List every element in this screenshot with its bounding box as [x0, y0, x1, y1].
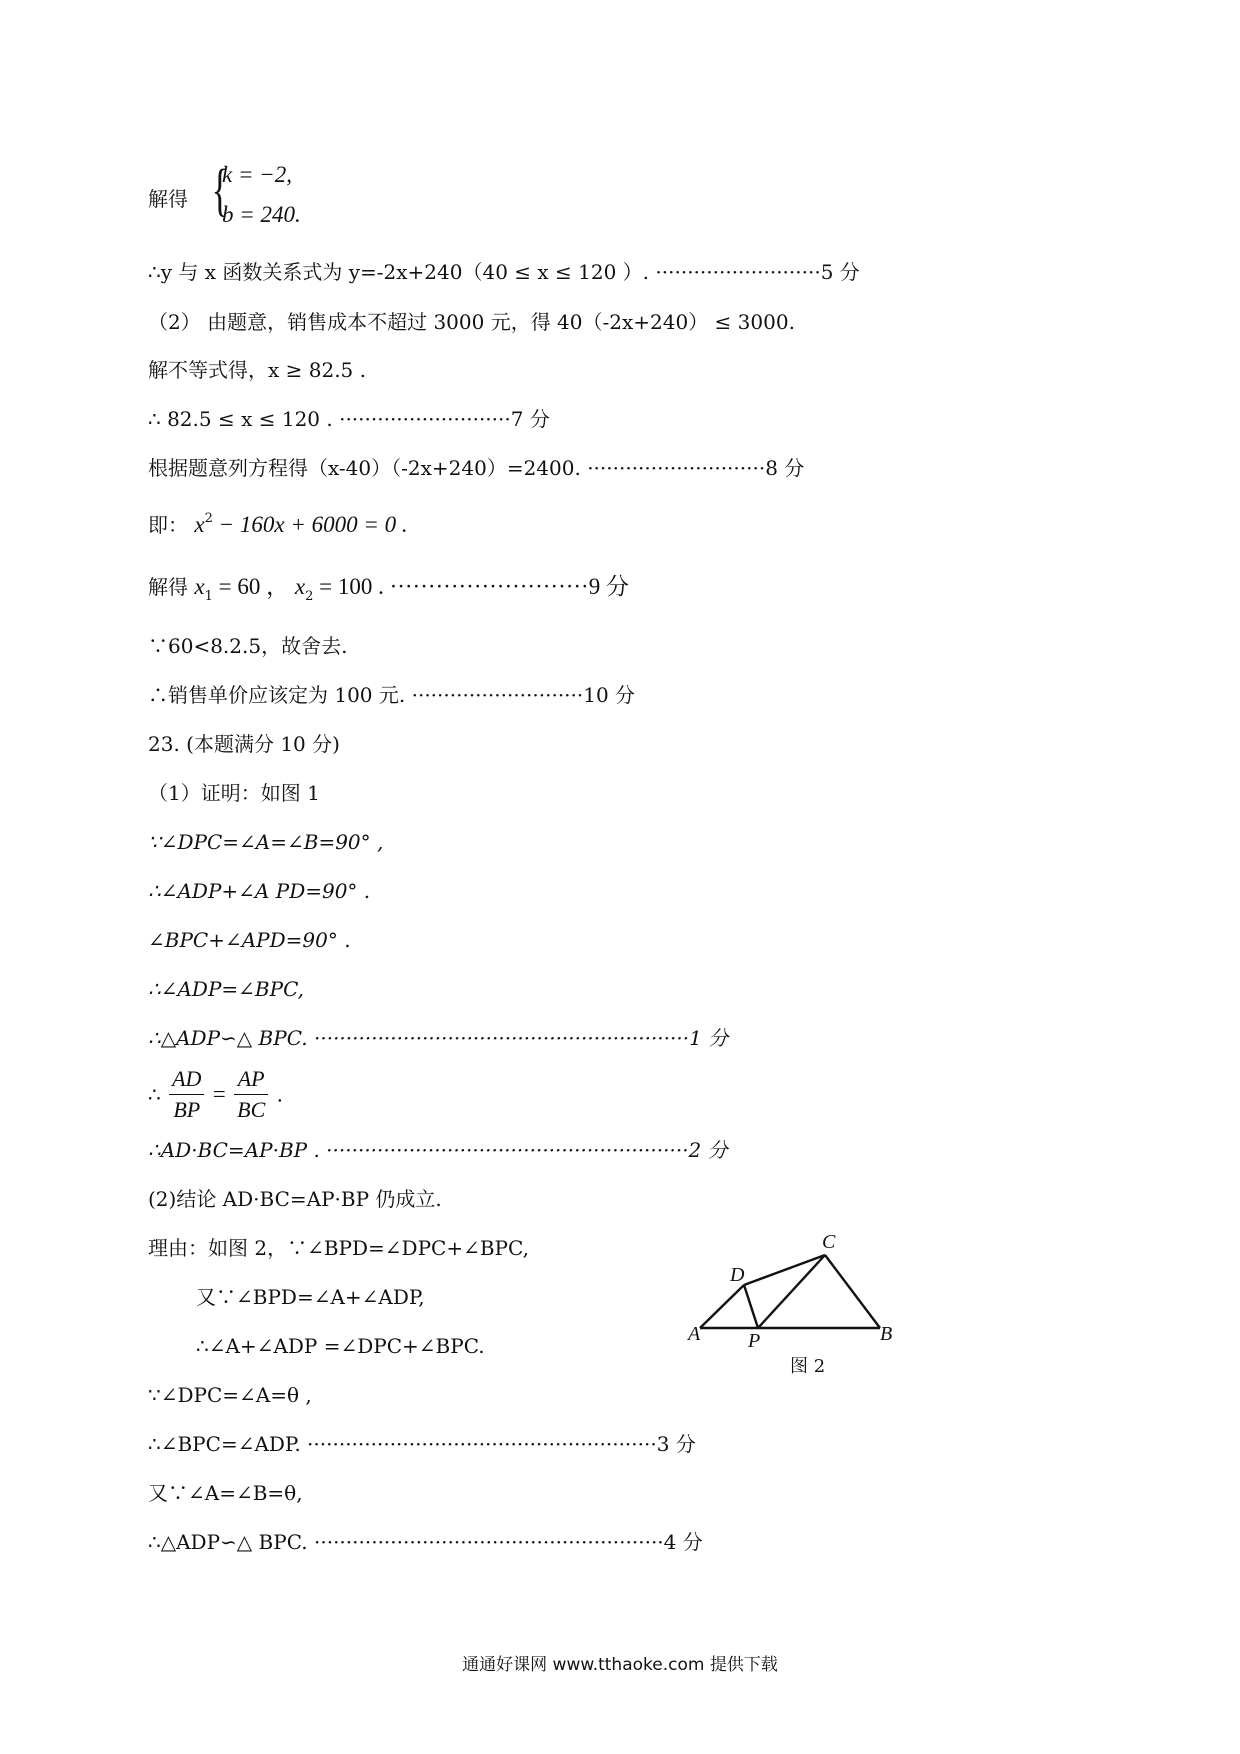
reason-line-2: 又∵∠BPD=∠A+∠ADP,: [196, 1285, 425, 1309]
quadratic-prefix: 即：: [148, 513, 188, 537]
reason-line-4: ∵∠DPC=∠A=θ ,: [148, 1383, 312, 1407]
quadratic-rest: − 160x + 6000 = 0 .: [212, 512, 408, 537]
product-conclusion-line: ∴AD·BC=AP·BP . ·························································2 分: [148, 1138, 728, 1162]
fraction-denominator: BC: [237, 1097, 266, 1122]
fraction-numerator: AP: [234, 1064, 268, 1095]
root-value1: = 60 ，: [212, 574, 295, 599]
fraction-denominator: BP: [173, 1097, 201, 1122]
equation-setup-line: 根据题意列方程得（x-40）（-2x+240）=2400. ····························8 分: [148, 456, 805, 480]
label-d: D: [730, 1264, 745, 1286]
root-sub2: 2: [305, 589, 314, 604]
reason-line-3: ∴∠A+∠ADP =∠DPC+∠BPC.: [196, 1334, 485, 1358]
question23-heading: 23. (本题满分 10 分): [148, 732, 340, 756]
quadratic-exponent: 2: [204, 511, 213, 526]
root-x1: x: [194, 574, 205, 599]
ratio-equals: =: [212, 1081, 226, 1107]
fraction-ad-bp: [169, 1064, 204, 1125]
proof-line-2: ∴∠ADP+∠A PD=90° .: [148, 879, 371, 903]
proof-line-3: ∠BPC+∠APD=90° .: [148, 928, 351, 952]
label-a: A: [688, 1323, 701, 1345]
quadratic-line: [148, 512, 408, 542]
label-b: B: [880, 1323, 893, 1345]
left-brace: {: [211, 157, 229, 222]
roots-line: [148, 574, 629, 604]
fraction-numerator: AD: [169, 1064, 204, 1095]
fraction-ap-bc: [234, 1064, 268, 1125]
page-footer: 通通好课网 www.tthaoke.com 提供下载: [462, 1655, 778, 1675]
proof-line-1: ∵∠DPC=∠A=∠B=90° ,: [148, 830, 384, 854]
discard-line: ∵60<8.2.5，故舍去.: [148, 634, 348, 658]
price-conclusion-line: ∴销售单价应该定为 100 元. ···························10 分: [148, 683, 636, 707]
reason-line-1: 理由：如图 2，∵∠BPD=∠DPC+∠BPC,: [148, 1236, 529, 1260]
segment-dp: [744, 1285, 758, 1328]
proof-line-4: ∴∠ADP=∠BPC,: [148, 977, 305, 1001]
inequality-solution-line: 解不等式得，x ≥ 82.5 .: [148, 358, 366, 382]
equation-b: b = 240.: [222, 202, 301, 227]
reason-line-6: 又∵∠A=∠B=θ,: [148, 1481, 303, 1505]
proof-line-5: ∴△ADP∽△ BPC. ···························································1 分: [148, 1026, 729, 1050]
label-c: C: [822, 1231, 836, 1253]
solution-label: 解得: [148, 187, 188, 211]
ratio-line: [148, 1064, 283, 1125]
proof-start-line: （1）证明：如图 1: [148, 781, 320, 805]
range-line: ∴ 82.5 ≤ x ≤ 120 . ···························7 分: [148, 407, 550, 431]
part2-conclusion-line: (2)结论 AD·BC=AP·BP 仍成立.: [148, 1187, 442, 1211]
figure-2-diagram: [690, 1210, 920, 1380]
reason-line-5: ∴∠BPC=∠ADP. ·······················································3 分: [148, 1432, 696, 1456]
ratio-therefore: ∴: [148, 1082, 161, 1107]
function-relation-line: ∴y 与 x 函数关系式为 y=-2x+240（40 ≤ x ≤ 120 ）. ··························5 分: [148, 260, 860, 284]
figure-caption: 图 2: [790, 1356, 826, 1377]
equation-k: k = −2,: [222, 162, 292, 187]
root-x2: x: [294, 574, 306, 599]
segment-ad: [700, 1285, 744, 1328]
segment-cb: [825, 1255, 880, 1328]
roots-prefix: 解得: [148, 575, 195, 599]
reason-line-7: ∴△ADP∽△ BPC. ·······················································4 分: [148, 1530, 703, 1554]
segment-pc: [758, 1255, 825, 1328]
label-p: P: [748, 1330, 761, 1352]
root-sub1: 1: [204, 589, 213, 604]
part2-condition-line: （2） 由题意，销售成本不超过 3000 元，得 40（-2x+240） ≤ 3000.: [148, 310, 795, 334]
root-value2: = 100 . ··························9 分: [313, 574, 629, 599]
quadratic-x: x: [194, 512, 205, 537]
ratio-period: .: [276, 1082, 283, 1107]
